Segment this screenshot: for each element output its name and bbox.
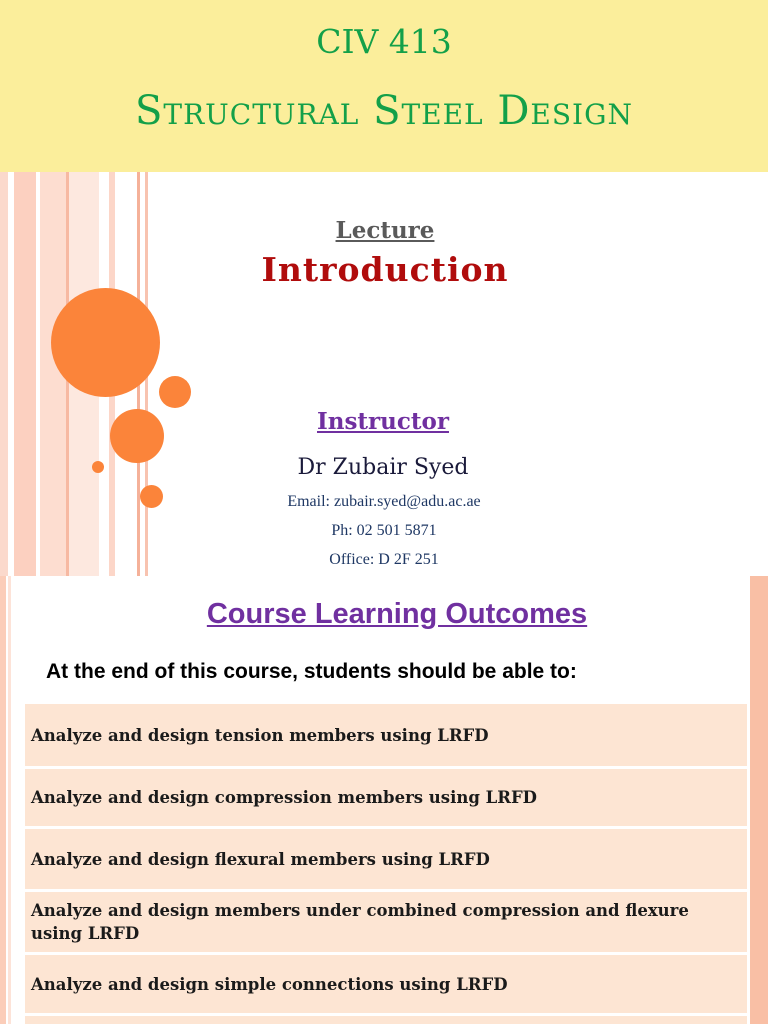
right-stripe bbox=[750, 576, 768, 1024]
instructor-name: Dr Zubair Syed bbox=[297, 455, 469, 480]
left-stripe bbox=[0, 576, 6, 1024]
outcome-text: Analyze and design simple connections using LRFD bbox=[31, 974, 508, 994]
course-code: CIV 413 bbox=[316, 22, 452, 61]
instructor-label: Instructor bbox=[317, 408, 449, 435]
outcomes-title: Course Learning Outcomes bbox=[206, 598, 588, 630]
decorative-circle-medium bbox=[110, 409, 164, 463]
decorative-circle-small bbox=[159, 376, 191, 408]
lecture-title: Introduction bbox=[261, 250, 509, 289]
outcome-text: Analyze and design tension members using LRFD bbox=[31, 725, 489, 745]
outcome-row bbox=[25, 769, 747, 826]
decorative-circle-small-2 bbox=[140, 485, 163, 508]
left-stripe-inner bbox=[8, 576, 11, 1024]
outcome-text: Analyze and design flexural members using LRFD bbox=[31, 849, 490, 869]
course-name: Structural Steel Design bbox=[135, 88, 633, 134]
outcome-row bbox=[25, 704, 747, 766]
title-band bbox=[0, 0, 768, 172]
outcome-row bbox=[25, 892, 747, 952]
outcomes-subtitle: At the end of this course, students should be able to: bbox=[46, 660, 577, 683]
outcomes-slide bbox=[0, 576, 768, 1024]
decorative-circle-large bbox=[51, 288, 160, 397]
outcome-row bbox=[25, 829, 747, 889]
lecture-label: Lecture bbox=[335, 217, 435, 244]
instructor-phone: Ph: 02 501 5871 bbox=[331, 522, 437, 539]
instructor-email: Email: zubair.syed@adu.ac.ae bbox=[287, 493, 481, 510]
outcome-row bbox=[25, 955, 747, 1013]
outcome-text: Analyze and design compression members using LRFD bbox=[31, 788, 537, 807]
outcome-row-empty bbox=[25, 1016, 747, 1024]
outcome-text: Analyze and design members under combined compression and flexure using LRFD bbox=[31, 901, 689, 943]
instructor-office: Office: D 2F 251 bbox=[329, 551, 439, 568]
decorative-circle-tiny bbox=[92, 461, 104, 473]
